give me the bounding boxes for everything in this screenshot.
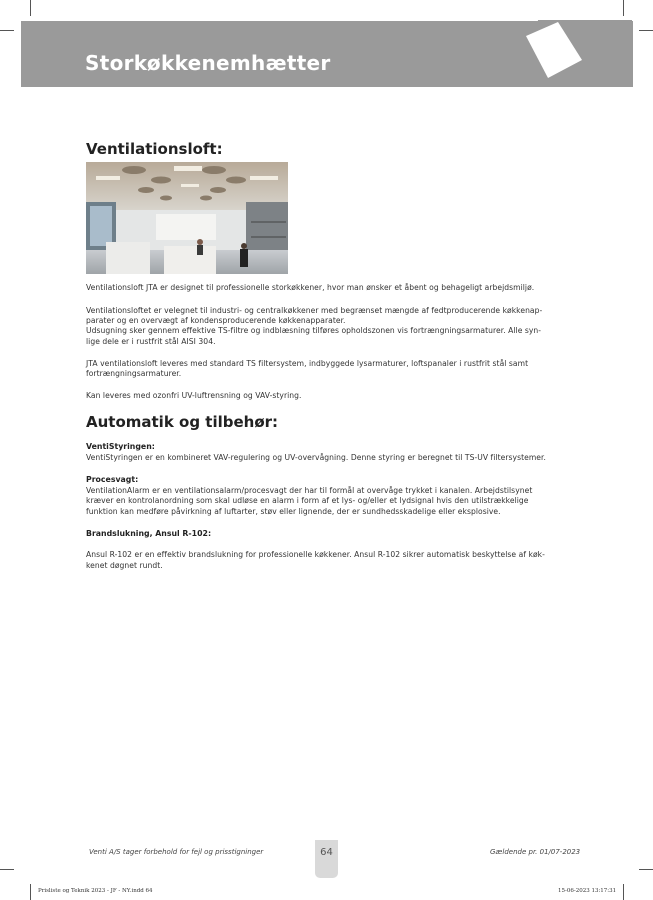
- footer-validity-date: Gældende pr. 01/07-2023: [490, 848, 581, 856]
- crop-mark: [639, 30, 653, 31]
- crop-mark: [623, 0, 624, 16]
- paragraph-line: parater og en overvægt af kondensproducerende køkkenapparater.: [86, 316, 346, 325]
- crop-mark: [0, 869, 14, 870]
- paragraph-line: Ventilationsloftet er velegnet til industri- og centralkøkkener med begrænset mængde af fedtproducerende køkkenap-: [86, 306, 543, 315]
- subheading-ventistyringen: VentiStyringen:: [86, 442, 155, 451]
- paragraph-line: VentiStyringen er en kombineret VAV-regulering og UV-overvågning. Denne styring er beregnet til TS-UV filtersystemer.: [86, 453, 546, 462]
- paragraph-line: Ansul R-102 er en effektiv brandslukning for professionelle køkkener. Ansul R-102 sikrer automatisk beskyttelse af køk-: [86, 550, 545, 559]
- subheading-procesvagt: Procesvagt:: [86, 475, 139, 484]
- crop-mark: [30, 884, 31, 900]
- paragraph-line: lige dele er i rustfrit stål AISI 304.: [86, 337, 216, 346]
- paragraph-line: funktion kan medføre påvirkning af luftarter, støv eller lignende, der er sundhedsskadelige eller eksplosive.: [86, 507, 501, 516]
- page-title: Storkøkkenemhætter: [85, 51, 331, 75]
- header-tab-shape: [520, 18, 635, 88]
- paragraph-line: kenet døgnet rundt.: [86, 561, 163, 570]
- subheading-brandslukning: Brandslukning, Ansul R-102:: [86, 529, 212, 538]
- print-slug-file: Prisliste og Teknik 2023 - JF - NY.indd 64: [38, 888, 153, 894]
- kitchen-photo: [86, 162, 288, 274]
- page-number-tab: [315, 840, 338, 878]
- section-heading-automatik: Automatik og tilbehør:: [86, 413, 279, 431]
- crop-mark: [30, 0, 31, 16]
- print-slug-timestamp: 15-06-2023 13:17:31: [558, 888, 617, 894]
- paragraph-line: JTA ventilationsloft leveres med standard TS filtersystem, indbyggede lysarmaturer, loftspanaler i rustfrit stål samt: [86, 359, 529, 368]
- crop-mark: [623, 884, 624, 900]
- paragraph-line: Udsugning sker gennem effektive TS-filtre og indblæsning tilføres opholdszonen vis fortrængningsarmaturer. Alle syn-: [86, 326, 542, 335]
- page-number: 64: [320, 847, 333, 858]
- crop-mark: [639, 869, 653, 870]
- paragraph-line: kræver en kontrolanordning som skal udløse en alarm i form af et lys- og/eller et lydsignal hvis den utilstrækkelige: [86, 496, 529, 505]
- paragraph-line: fortrængningsarmaturer.: [86, 369, 182, 378]
- crop-mark: [0, 30, 14, 31]
- paragraph-line: VentilationAlarm er en ventilationsalarm/procesvagt der har til formål at overvåge trykket i kanalen. Arbejdstilsynet: [86, 486, 533, 495]
- section-heading-ventilationsloft: Ventilationsloft:: [86, 140, 223, 158]
- footer-disclaimer: Venti A/S tager forbehold for fejl og prisstigninger: [89, 848, 264, 856]
- paragraph-line: Kan leveres med ozonfri UV-luftrensning og VAV-styring.: [86, 391, 302, 400]
- paragraph-intro: Ventilationsloft JTA er designet til professionelle storkøkkener, hvor man ønsker et åbent og behageligt arbejdsmiljø.: [86, 283, 535, 292]
